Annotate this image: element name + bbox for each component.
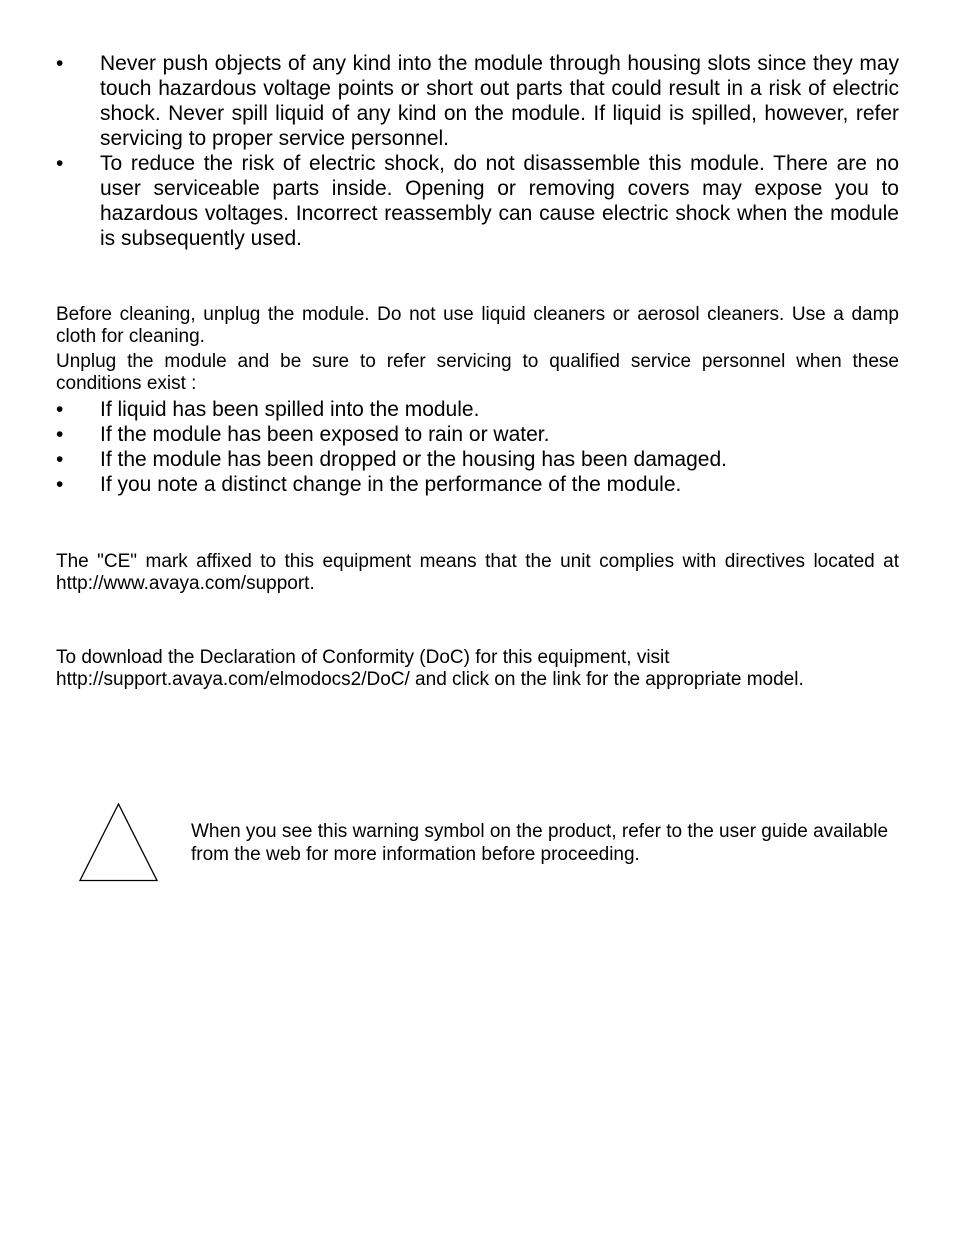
cleaning-paragraph: Before cleaning, unplug the module. Do not use liquid cleaners or aerosol cleaners. Use a damp cloth for cleaning.	[56, 304, 899, 347]
bullet-text: If the module has been exposed to rain or water.	[100, 423, 550, 446]
servicing-paragraph: Unplug the module and be sure to refer servicing to qualified service personnel when these conditions exist :	[56, 351, 899, 394]
list-item	[56, 151, 899, 251]
declaration-link-line: http://support.avaya.com/elmodocs2/DoC/ and click on the link for the appropriate model.	[56, 669, 804, 690]
bullet-marker: •	[56, 398, 64, 421]
warning-triangle-icon	[79, 803, 158, 882]
bullet-marker: •	[56, 448, 64, 471]
bullet-text: If liquid has been spilled into the module.	[100, 398, 480, 421]
declaration-line: To download the Declaration of Conformity (DoC) for this equipment, visit	[56, 647, 670, 668]
list-item	[56, 447, 899, 472]
bullet-text: To reduce the risk of electric shock, do not disassemble this module. There are no user serviceable parts inside. Opening or removing covers may expose you to hazardous voltages. Incorrect reassembly can cause electric shock when the module is subsequently used.	[100, 152, 899, 250]
bullet-text: Never push objects of any kind into the module through housing slots since they may touch hazardous voltage points or short out parts that could result in a risk of electric shock. Never spill liquid of any kind on the module. If liquid is spilled, however, refer servicing to proper service personnel.	[100, 52, 899, 150]
warning-symbol-note: When you see this warning symbol on the product, refer to the user guide available from the web for more information before proceeding.	[191, 821, 889, 865]
list-item	[56, 422, 899, 447]
servicing-conditions-list	[56, 397, 899, 497]
list-item	[56, 472, 899, 497]
bullet-marker: •	[56, 52, 64, 75]
ce-mark-paragraph: The "CE" mark affixed to this equipment means that the unit complies with directives located at http://www.avaya.com/support.	[56, 551, 899, 594]
list-item	[56, 51, 899, 151]
bullet-marker: •	[56, 152, 64, 175]
bullet-marker: •	[56, 423, 64, 446]
bullet-marker: •	[56, 473, 64, 496]
bullet-text: If you note a distinct change in the performance of the module.	[100, 473, 682, 496]
list-item	[56, 397, 899, 422]
bullet-text: If the module has been dropped or the housing has been damaged.	[100, 448, 727, 471]
safety-bullet-list	[56, 51, 899, 251]
